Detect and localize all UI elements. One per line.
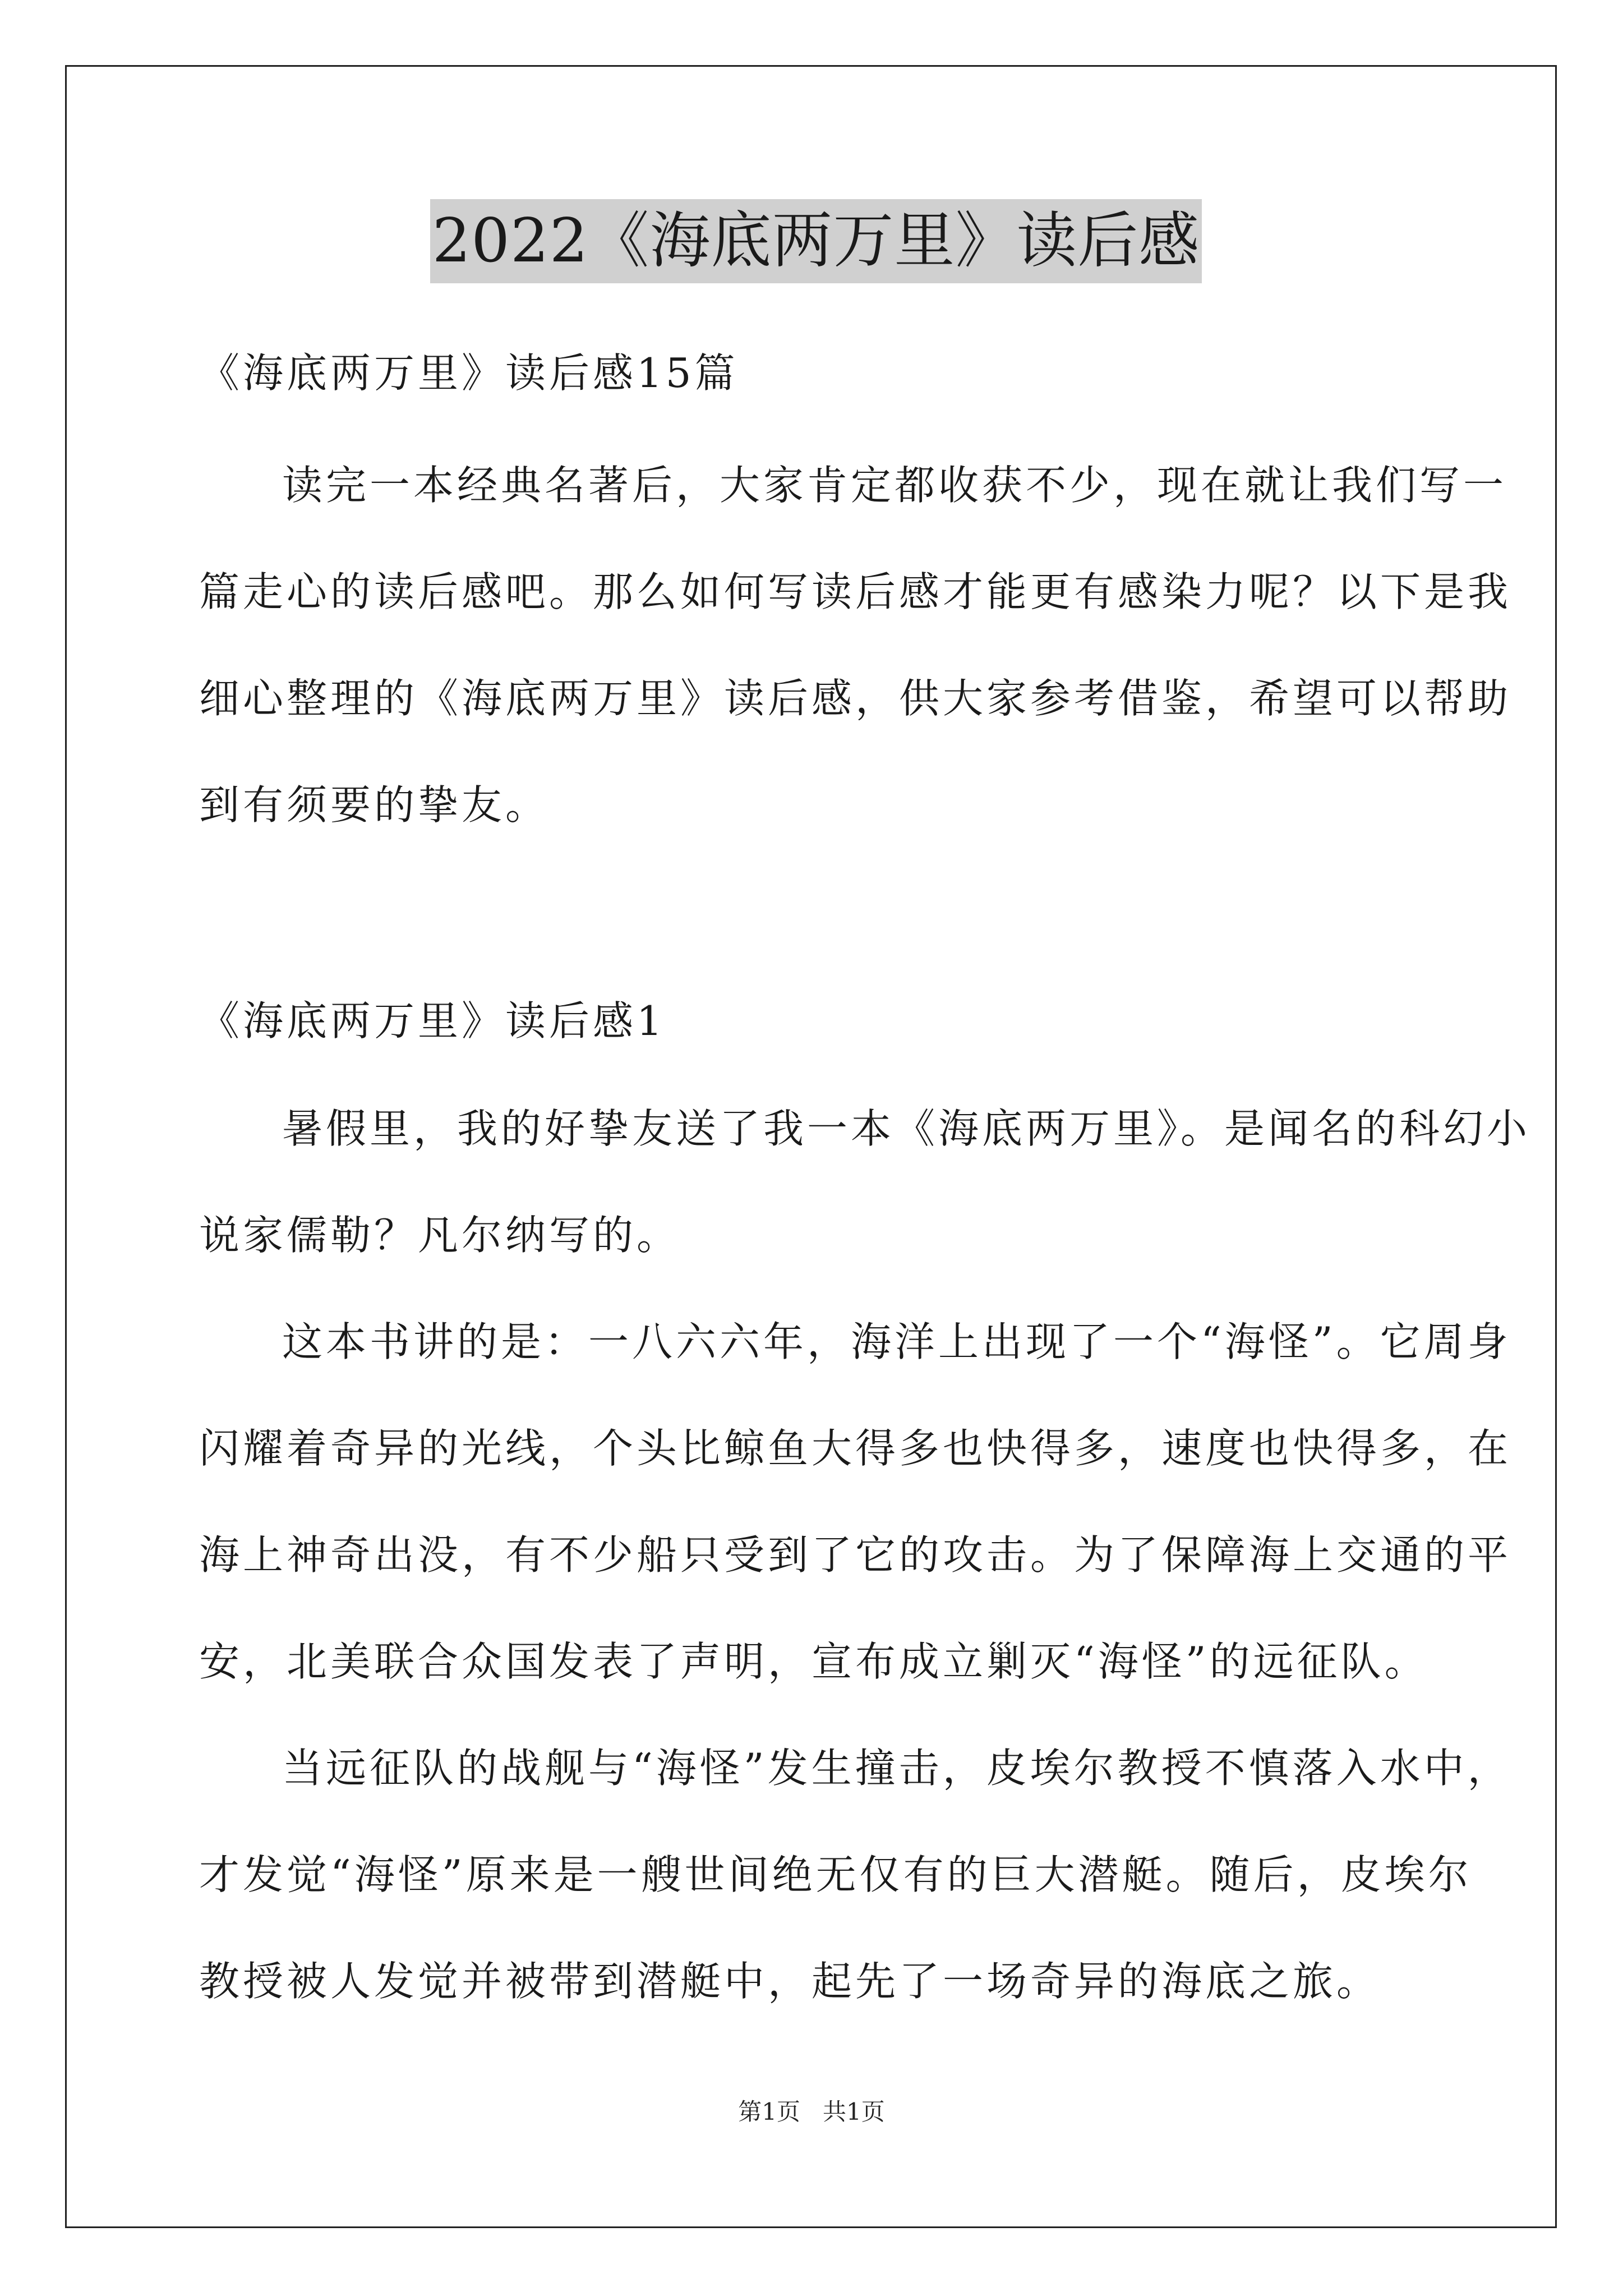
intro-line: 到有须要的挚友。 [199,781,550,829]
paragraph-line: 海上神奇出没，有不少船只受到了它的攻击。为了保障海上交通的平 [199,1531,1512,1579]
paragraph-line: 说家儒勒？凡尔纳写的。 [199,1212,681,1259]
paragraph-line: 暑假里，我的好挚友送了我一本《海底两万里》。是闻名的科幻小 [282,1105,1531,1152]
document-title: 2022《海底两万里》读后感 [430,199,1202,283]
page-footer [0,2095,1623,2129]
intro-line: 细心整理的《海底两万里》读后感，供大家参考借鉴，希望可以帮助 [199,675,1512,722]
title-wrap [199,199,1433,283]
paragraph-line: 闪耀着奇异的光线，个头比鲸鱼大得多也快得多，速度也快得多，在 [199,1425,1512,1472]
paragraph-line: 这本书讲的是：一八六六年，海洋上出现了一个“海怪”。它周身 [282,1318,1511,1365]
paragraph-line: 当远征队的战舰与“海怪”发生撞击，皮埃尔教授不慎落入水中， [282,1745,1511,1792]
page-total: 共1页 [823,2098,885,2125]
intro-line: 篇走心的读后感吧。那么如何写读后感才能更有感染力呢？以下是我 [199,568,1512,615]
page-number: 第1页 [738,2098,800,2125]
paragraph-line: 才发觉“海怪”原来是一艘世间绝无仅有的巨大潜艇。随后，皮埃尔 [199,1851,1472,1898]
intro-line: 读完一本经典名著后，大家肯定都收获不少，现在就让我们写一 [282,462,1507,509]
section-heading: 《海底两万里》读后感1 [199,997,666,1045]
paragraph-line: 教授被人发觉并被带到潜艇中，起先了一场奇异的海底之旅。 [199,1958,1381,2005]
paragraph-line: 安，北美联合众国发表了声明，宣布成立剿灭“海怪”的远征队。 [199,1638,1428,1685]
subtitle: 《海底两万里》读后感15篇 [199,349,739,397]
